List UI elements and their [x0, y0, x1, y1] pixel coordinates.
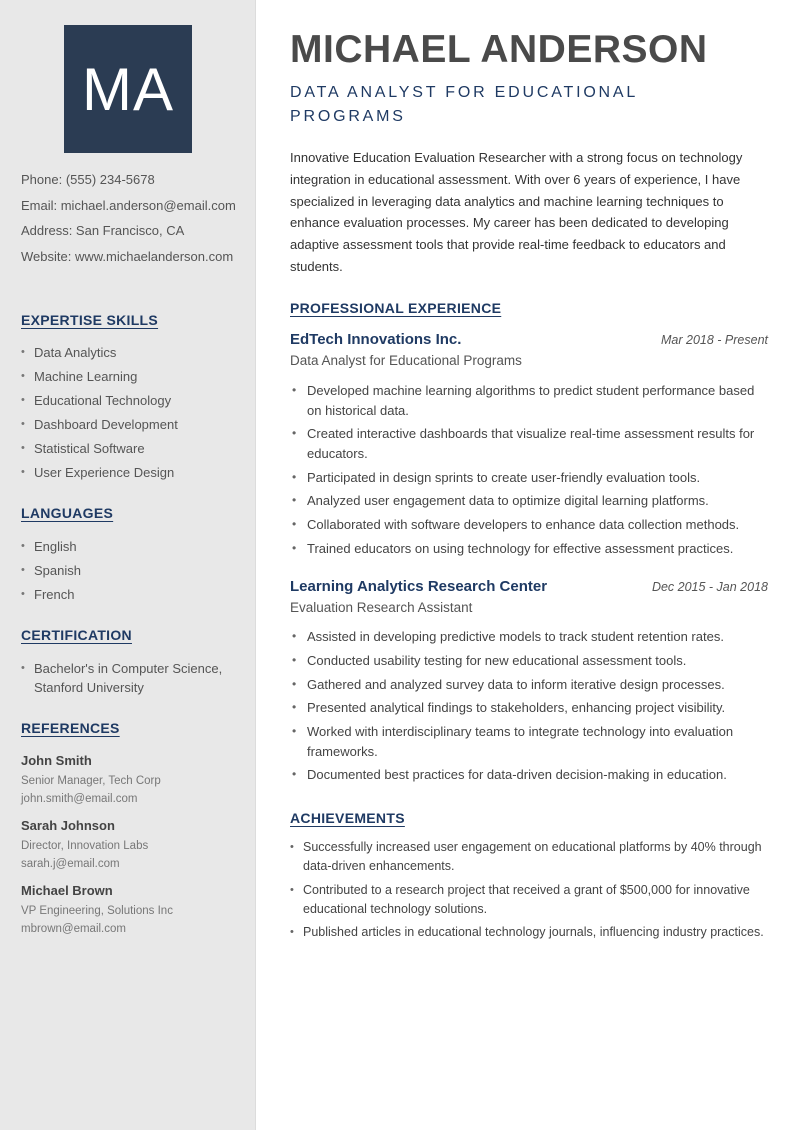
job-title: DATA ANALYST FOR EDUCATIONAL PROGRAMS — [290, 84, 638, 125]
reference-email: john.smith@email.com — [21, 792, 138, 805]
reference-entry — [21, 817, 246, 873]
job-header — [290, 578, 768, 595]
candidate-name: MICHAEL ANDERSON — [290, 28, 708, 71]
reference-name: John Smith — [21, 753, 92, 768]
job-dates: Mar 2018 - Present — [661, 333, 768, 347]
job-header — [290, 331, 768, 348]
reference-email: mbrown@email.com — [21, 922, 126, 935]
references-list — [21, 752, 246, 947]
contact-address: Address: San Francisco, CA — [21, 223, 185, 238]
language-item: • English — [21, 537, 246, 556]
achievements-heading: ACHIEVEMENTS — [290, 810, 405, 826]
job-bullet: • Participated in design sprints to create user-friendly evaluation tools. — [290, 468, 768, 488]
job-bullet: • Collaborated with software developers to enhance data collection methods. — [290, 515, 768, 535]
sidebar — [0, 0, 256, 1130]
references-heading: REFERENCES — [21, 720, 120, 736]
languages-list — [21, 537, 246, 609]
contact-info — [21, 170, 251, 272]
contact-website: Website: www.michaelanderson.com — [21, 248, 234, 264]
language-item: • French — [21, 585, 246, 604]
languages-heading: LANGUAGES — [21, 505, 114, 521]
reference-position: Senior Manager, Tech Corp — [21, 775, 161, 787]
job-bullet: • Worked with interdisciplinary teams to integrate technology into evaluation frameworks. — [290, 722, 768, 761]
job-bullet: • Assisted in developing predictive models to track student retention rates. — [290, 627, 768, 647]
reference-name: Sarah Johnson — [21, 818, 115, 833]
reference-entry — [21, 752, 246, 808]
job-role: Evaluation Research Assistant — [290, 600, 473, 615]
job-role: Data Analyst for Educational Programs — [290, 353, 522, 368]
skill-item: • Data Analytics — [21, 343, 246, 362]
contact-email: Email: michael.anderson@email.com — [21, 197, 236, 213]
job-dates: Dec 2015 - Jan 2018 — [651, 580, 768, 594]
achievement-item: • Published articles in educational technology journals, influencing industry practices. — [290, 923, 768, 942]
job-bullets — [290, 627, 768, 789]
language-item: • Spanish — [21, 561, 246, 580]
skills-heading: EXPERTISE SKILLS — [21, 312, 159, 328]
experience-heading: PROFESSIONAL EXPERIENCE — [290, 300, 502, 316]
skill-item: • Educational Technology — [21, 391, 246, 410]
job-bullet: • Presented analytical findings to stakeholders, enhancing project visibility. — [290, 698, 768, 718]
job-bullet: • Conducted usability testing for new educational assessment tools. — [290, 651, 768, 671]
skill-item: • Machine Learning — [21, 367, 246, 386]
certification-heading: CERTIFICATION — [21, 627, 132, 643]
achievement-item: • Contributed to a research project that received a grant of $500,000 for innovative educational technology solutions. — [290, 881, 768, 919]
company-name: EdTech Innovations Inc. — [290, 331, 462, 348]
skill-item: • Statistical Software — [21, 439, 246, 458]
monogram-avatar: MA — [64, 25, 192, 153]
achievement-item: • Successfully increased user engagement on educational platforms by 40% through data-driven enhancements. — [290, 838, 768, 876]
profile-summary: Innovative Education Evaluation Researcher with a strong focus on technology integration in educational assessment. With over 6 years of experience, I have specialized in leveraging data analytics and machine learning techniques to enhance evaluation processes. My career has been dedicated to developing adaptive assessment tools that provide real-time feedback to educators and students. — [290, 150, 743, 274]
certification-item: • Bachelor's in Computer Science, Stanford University — [21, 659, 246, 697]
skill-item: • User Experience Design — [21, 463, 246, 482]
reference-position: Director, Innovation Labs — [21, 840, 149, 852]
reference-entry — [21, 882, 246, 938]
job-bullet: • Trained educators on using technology for effective assessment practices. — [290, 539, 768, 559]
job-bullet: • Analyzed user engagement data to optimize digital learning platforms. — [290, 491, 768, 511]
job-bullets — [290, 381, 768, 563]
job-bullet: • Developed machine learning algorithms to predict student performance based on historical data. — [290, 381, 768, 420]
reference-position: VP Engineering, Solutions Inc — [21, 905, 173, 917]
contact-phone: Phone: (555) 234-5678 — [21, 172, 155, 187]
reference-email: sarah.j@email.com — [21, 857, 120, 870]
job-bullet: • Gathered and analyzed survey data to inform iterative design processes. — [290, 675, 768, 695]
reference-name: Michael Brown — [21, 883, 113, 898]
job-bullet: • Documented best practices for data-driven decision-making in education. — [290, 765, 768, 785]
certification-list — [21, 659, 246, 702]
company-name: Learning Analytics Research Center — [290, 578, 548, 595]
skill-item: • Dashboard Development — [21, 415, 246, 434]
skills-list — [21, 343, 246, 487]
achievements-list — [290, 838, 768, 947]
job-bullet: • Created interactive dashboards that visualize real-time assessment results for educators. — [290, 424, 768, 463]
